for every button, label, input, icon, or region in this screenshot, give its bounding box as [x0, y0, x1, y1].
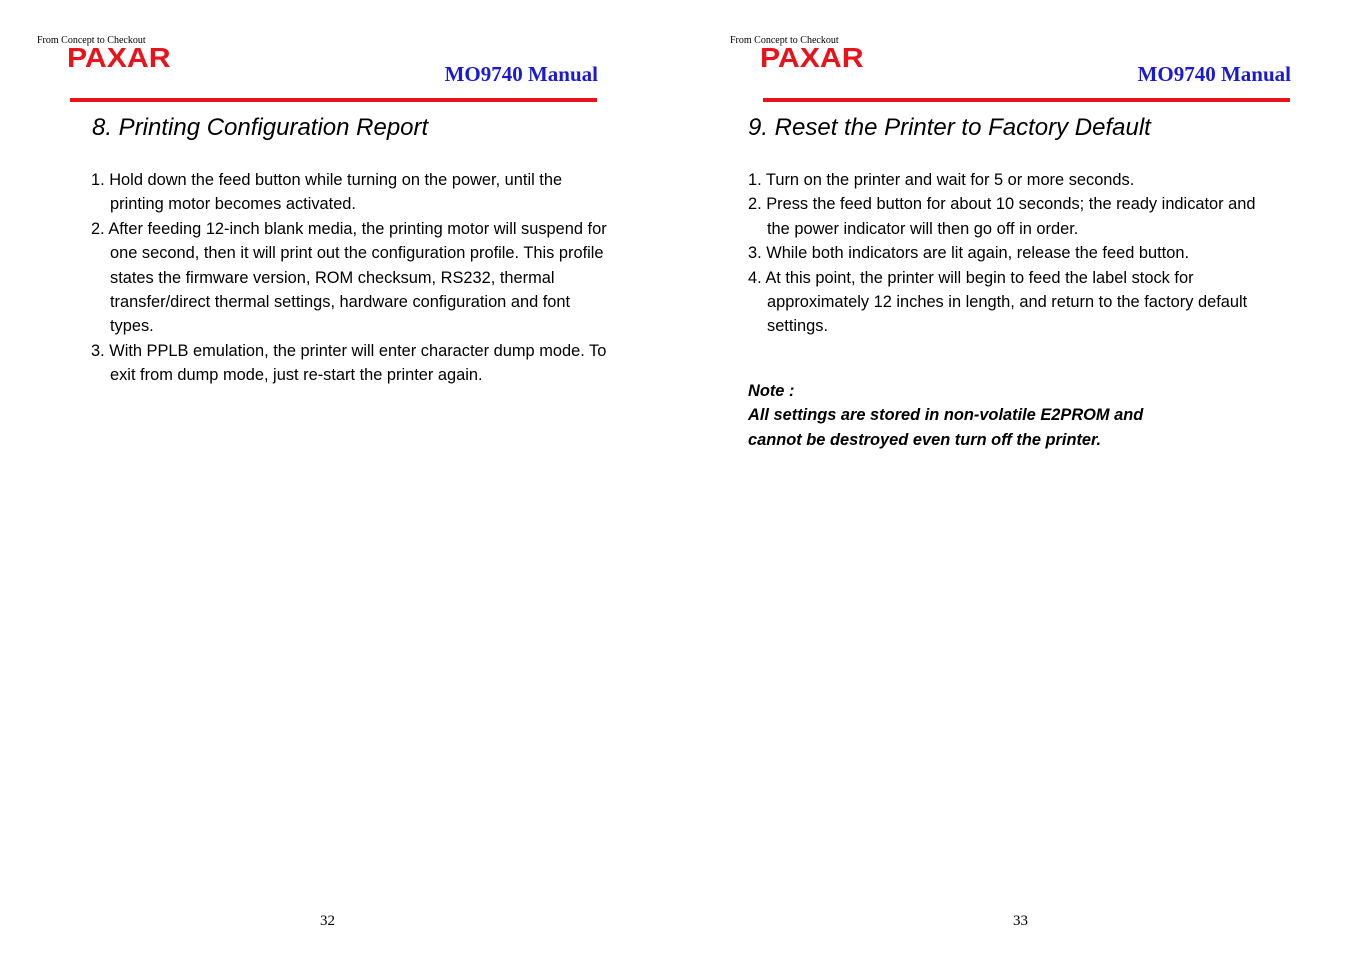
logo-tagline: From Concept to Checkout — [730, 35, 839, 46]
manual-title: MO9740 Manual — [1137, 62, 1291, 86]
manual-title: MO9740 Manual — [444, 62, 598, 86]
logo-wordmark: PAXAR — [67, 42, 171, 73]
logo-tagline: From Concept to Checkout — [37, 35, 146, 46]
logo-wordmark: PAXAR — [760, 42, 864, 73]
steps-list — [91, 168, 611, 388]
list-item: 4. At this point, the printer will begin to feed the label stock for approximately 12 inches in length, and return to the factory default settings. — [748, 268, 1248, 336]
header-divider — [763, 98, 1290, 102]
section-heading: 9. Reset the Printer to Factory Default — [748, 114, 1151, 141]
note-text-line: All settings are stored in non-volatile E2PROM and — [748, 406, 1144, 425]
list-item: 1. Hold down the feed button while turning on the power, until the printing motor becomes activated. — [91, 171, 563, 214]
paxar-logo — [37, 35, 197, 75]
list-item: 2. After feeding 12-inch blank media, the printing motor will suspend for one second, then it will print out the configuration profile. This profile states the firmware version, ROM checksum, RS232, thermal transfer/direct thermal settings, hardware configuration and font types. — [91, 219, 607, 336]
note-label: Note : — [748, 382, 795, 400]
page-number: 32 — [320, 913, 335, 929]
list-item: 3. While both indicators are lit again, release the feed button. — [748, 244, 1189, 263]
note-block — [748, 379, 1218, 452]
steps-list — [748, 168, 1278, 339]
list-item: 1. Turn on the printer and wait for 5 or more seconds. — [748, 171, 1135, 189]
page-number: 33 — [1013, 913, 1028, 929]
list-item: 3. With PPLB emulation, the printer will enter character dump mode. To exit from dump mode, just re-start the printer again. — [91, 341, 607, 385]
list-item: 2. Press the feed button for about 10 seconds; the ready indicator and the power indicator will then go off in order. — [748, 195, 1256, 238]
header-divider — [70, 98, 597, 102]
paxar-logo — [730, 35, 890, 75]
left-page — [0, 0, 675, 954]
section-heading: 8. Printing Configuration Report — [92, 114, 429, 141]
note-text-line: cannot be destroyed even turn off the printer. — [748, 430, 1102, 449]
right-page — [693, 0, 1351, 954]
